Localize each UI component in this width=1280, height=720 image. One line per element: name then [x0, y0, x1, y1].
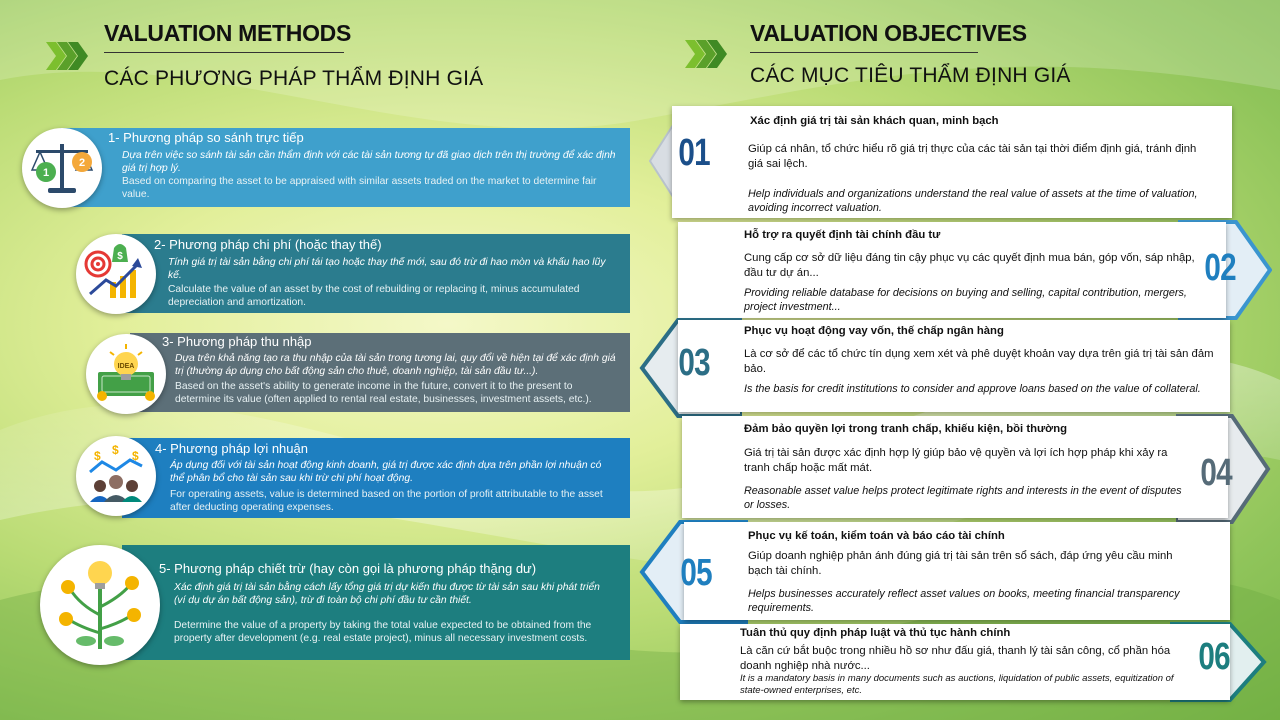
objective-description-en: Is the basis for credit institutions to consider and approve loans based on the value of collateral. [744, 383, 1201, 395]
svg-text:IDEA: IDEA [117, 363, 135, 370]
method-description-vi: Xác định giá trị tài sản bằng cách lấy tổng giá trị dự kiến thu được từ tài sản sau khi phát triển (ví dụ dự án bất động sản), trừ đi toàn bộ chi phí đầu tư cần thiết. [174, 582, 600, 606]
objective-title: Xác định giá trị tài sản khách quan, minh bạch [750, 115, 999, 127]
cost-target-chart-icon [76, 234, 156, 314]
triple-chevron-icon [683, 38, 727, 70]
objective-number: 03 [678, 342, 710, 384]
right-header-divider [750, 52, 978, 53]
svg-text:1: 1 [42, 167, 50, 179]
objective-description-vi: Cung cấp cơ sở dữ liệu đáng tin cậy phục vụ các quyết định mua bán, góp vốn, sáp nhập, đầu tư dự án... [744, 252, 1195, 279]
triple-chevron-icon [44, 40, 88, 72]
objective-description-en: Providing reliable database for decisions on buying and selling, capital contribution, mergers, project investment... [744, 287, 1187, 313]
method-description-en: Determine the value of a property by taking the total value expected to be obtained from the property after development (e.g. real estate project), minus all necessary investment costs. [174, 620, 592, 644]
method-title: 2- Phương pháp chi phí (hoặc thay thế) [154, 237, 382, 252]
objective-number: 02 [1204, 247, 1236, 289]
svg-text:$: $ [132, 449, 139, 463]
svg-text:$: $ [94, 449, 101, 463]
objective-description-en: Helps businesses accurately reflect asset values on books, meeting financial transparency requirements. [748, 588, 1180, 614]
objective-number: 06 [1198, 636, 1230, 678]
method-description-vi: Tính giá trị tài sản bằng chi phí tái tạo hoặc thay thế mới, sau đó trừ đi hao mòn và khấu hao lũy kế. [168, 257, 606, 281]
method-description-en: Calculate the value of an asset by the cost of rebuilding or replacing it, minus accumulated depreciation and amortization. [168, 284, 580, 308]
left-header-title: VALUATION METHODS [104, 20, 352, 46]
right-header-title: VALUATION OBJECTIVES [750, 20, 1027, 46]
svg-text:$: $ [117, 251, 123, 262]
method-description-vi: Áp dụng đối với tài sản hoạt động kinh doanh, giá trị được xác định dựa trên phần lợi nhuận có thể phân bổ cho tài sản sau khi trừ chi phí hoạt động. [170, 460, 602, 484]
objective-title: Đảm bảo quyền lợi trong tranh chấp, khiếu kiện, bồi thường [744, 423, 1068, 435]
method-description-en: Based on the asset's ability to generate income in the future, convert it to the present to determine its value (often applied to rental real estate, businesses, investment assets, etc.). [175, 381, 592, 405]
scale-comparison-icon [22, 128, 102, 208]
objective-description-vi: Giúp cá nhân, tổ chức hiểu rõ giá trị thực của các tài sản tại thời điểm định giá, tránh định giá sai lệch. [748, 143, 1197, 170]
method-description-vi: Dựa trên việc so sánh tài sản cần thẩm định với các tài sản tương tự đã giao dịch trên thị trường để xác định giá trị hợp lý. [122, 150, 616, 174]
objective-title: Hỗ trợ ra quyết định tài chính đầu tư [744, 229, 941, 241]
profit-people-icon [76, 436, 156, 516]
objective-description-en: Reasonable asset value helps protect legitimate rights and interests in the event of disputes or losses. [744, 485, 1182, 511]
objective-description-vi: Là cơ sở để các tổ chức tín dụng xem xét và phê duyệt khoản vay dựa trên giá trị tài sản đảm bảo. [744, 348, 1214, 375]
left-header-divider [104, 52, 344, 53]
objective-title: Tuân thủ quy định pháp luật và thủ tục hành chính [740, 627, 1011, 639]
objective-title: Phục vụ hoạt động vay vốn, thế chấp ngân hàng [744, 325, 1004, 337]
method-title: 1- Phương pháp so sánh trực tiếp [108, 130, 304, 145]
objective-number: 05 [680, 552, 712, 594]
svg-text:$: $ [112, 443, 119, 457]
method-description-en: For operating assets, value is determined based on the portion of profit attributable to the asset after deducting operating expenses. [170, 489, 603, 513]
method-title: 5- Phương pháp chiết trừ (hay còn gọi là phương pháp thặng dư) [159, 561, 537, 576]
objective-description-en: It is a mandatory basis in many documents such as auctions, liquidation of public assets, equitization of state-owned enterprises, etc. [740, 673, 1174, 696]
method-title: 4- Phương pháp lợi nhuận [155, 441, 308, 456]
objective-description-vi: Giúp doanh nghiệp phản ánh đúng giá trị tài sản trên sổ sách, đáp ứng yêu cầu minh bạch tài chính. [748, 550, 1173, 577]
objective-number: 01 [678, 132, 710, 174]
method-description-en: Based on comparing the asset to be appraised with similar assets traded on the market to determine fair value. [122, 176, 597, 200]
objective-number: 04 [1200, 452, 1232, 494]
method-description-vi: Dựa trên khả năng tạo ra thu nhập của tài sản trong tương lai, quy đổi về hiện tại để xác định giá trị (thường áp dụng cho bất động sản cho thuê, doanh nghiệp, tài sản đầu tư...). [175, 353, 616, 377]
method-title: 3- Phương pháp thu nhập [162, 334, 312, 349]
money-idea-icon [86, 334, 166, 414]
objective-title: Phục vụ kế toán, kiểm toán và báo cáo tài chính [748, 530, 1005, 542]
objective-description-vi: Giá trị tài sản được xác định hợp lý giúp bảo vệ quyền và lợi ích hợp pháp khi xảy ra tranh chấp hoặc mất mát. [744, 447, 1168, 474]
money-tree-icon [40, 545, 160, 665]
objective-description-en: Help individuals and organizations understand the real value of assets at the time of valuation, avoiding incorrect valuation. [748, 188, 1198, 214]
right-header-subtitle: CÁC MỤC TIÊU THẨM ĐỊNH GIÁ [750, 64, 1071, 87]
left-header-subtitle: CÁC PHƯƠNG PHÁP THẨM ĐỊNH GIÁ [104, 67, 484, 90]
objective-description-vi: Là căn cứ bắt buộc trong nhiều hồ sơ như đấu giá, thanh lý tài sản công, cổ phần hóa doanh nghiệp nhà nước... [740, 645, 1171, 672]
svg-text:2: 2 [78, 157, 86, 169]
